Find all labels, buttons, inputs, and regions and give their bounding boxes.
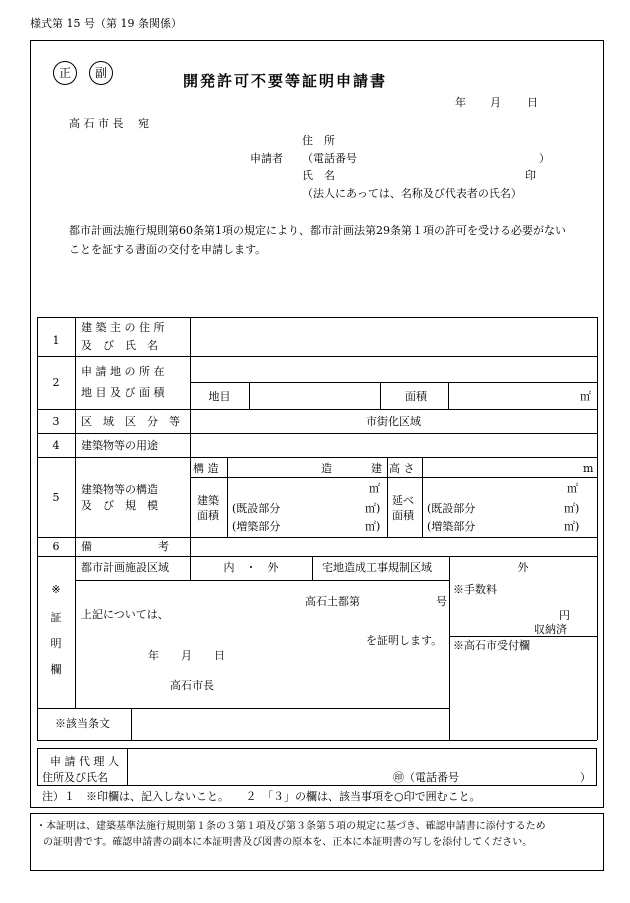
fee-paid: 収納済 (534, 623, 567, 636)
cert-mark: ※ (51, 583, 61, 596)
cert-mayor: 高石市長 (170, 679, 214, 692)
page-title: 開発許可不要等証明申請書 (183, 72, 388, 90)
ken-label: 建 (371, 462, 382, 475)
doc-number-label: 高石土都第 (305, 595, 360, 608)
applicant-phone-label: （電話番号 (302, 152, 357, 165)
menseki-unit: ㎡ (580, 390, 591, 403)
body-text-line1: 都市計画法施行規則第60条第1項の規定により、都市計画法第29条第１項の許可を受ける必要がない (69, 224, 566, 237)
nobe-zouchiku-unit: ㎡) (564, 520, 580, 533)
reception-label: ※高石市受付欄 (453, 639, 530, 652)
row2-label-line2: 地 目 及 び 面 積 (81, 386, 165, 399)
applicant-address-label: 住 所 (302, 134, 335, 147)
row6-number: 6 (52, 540, 60, 553)
kouzou-label: 構 造 (193, 462, 219, 475)
date-month: 月 (490, 96, 501, 109)
footer-line1: ・本証明は、建築基準法施行規則第１条の３第１項及び第３条第５項の規定に基づき、確認申請書に添付するため (36, 821, 546, 832)
applicant-seal: 印 (525, 169, 536, 182)
nobe-kisetsu-label: (既設部分 (427, 502, 476, 515)
kenchiku-menseki-line2: 面積 (197, 509, 219, 522)
applicant-name-label: 氏 名 (302, 169, 335, 182)
body-text-line2: ことを証する書面の交付を申請します。 (69, 243, 267, 256)
fee-yen: 円 (559, 609, 570, 622)
sei-mark: 正 (53, 61, 77, 85)
row4-number: 4 (52, 439, 60, 452)
row3-label: 区 域 区 分 等 (81, 415, 180, 428)
kenchiku-menseki-line1: 建築 (197, 494, 219, 507)
applicant-label: 申請者 (250, 152, 283, 165)
cert-intro: 上記については、 (81, 608, 169, 621)
form-number: 様式第 15 号（第 19 条関係） (30, 17, 182, 30)
menseki-label: 面積 (405, 390, 427, 403)
row1-label-line1: 建 築 主 の 住 所 (81, 321, 165, 334)
row5-label-line2: 及 び 規 模 (81, 499, 158, 512)
row3-value: 市街化区域 (366, 415, 421, 428)
kenchiku-kisetsu-unit: ㎡) (365, 502, 381, 515)
cert-date: 年 月 日 (148, 649, 225, 662)
cert-char-1: 証 (50, 611, 62, 624)
row2-label-line1: 申 請 地 の 所 在 (81, 365, 165, 378)
doc-number-go: 号 (436, 595, 447, 608)
agent-box (37, 748, 597, 786)
uchi-soto-choice: 内 ・ 外 (223, 561, 279, 574)
kenchiku-total-unit: ㎡ (369, 482, 380, 495)
agent-seal-phone: ㊞（電話番号 (393, 771, 459, 784)
addressee: 高 石 市 長 宛 (69, 117, 149, 130)
clause-label: ※該当条文 (55, 717, 110, 730)
fee-label: ※手数料 (453, 583, 497, 596)
applicant-phone-close: ） (539, 152, 550, 165)
footer-line2: の証明書です。確認申請書の副本に本証明書及び図書の原本を、正本に本証明書の写しを添付してください。 (43, 837, 533, 848)
applicant-corporate-note: （法人にあっては、名称及び代表者の氏名） (302, 187, 522, 200)
row6-label: 備 考 (81, 540, 169, 553)
date-day: 日 (527, 96, 538, 109)
takasa-label: 高 さ (389, 462, 415, 475)
row4-label: 建築物等の用途 (81, 439, 158, 452)
takuchi-value: 外 (517, 561, 529, 574)
nobe-kisetsu-unit: ㎡) (564, 502, 580, 515)
agent-label-line1: 申 請 代 理 人 (50, 755, 119, 768)
cert-char-3: 欄 (50, 663, 62, 676)
agent-label-line2: 住所及び氏名 (42, 771, 108, 784)
chimoku-label: 地目 (208, 390, 231, 403)
row3-number: 3 (52, 415, 60, 428)
kenchiku-zouchiku-unit: ㎡) (365, 520, 381, 533)
row5-label-line1: 建築物等の構造 (81, 483, 158, 496)
nobe-total-unit: ㎡ (567, 482, 578, 495)
takuchi-label: 宅地造成工事規制区域 (322, 561, 432, 574)
nobe-zouchiku-label: (増築部分 (427, 520, 476, 533)
row1-number: 1 (52, 334, 60, 347)
kenchiku-kisetsu-label: (既設部分 (232, 502, 281, 515)
agent-phone-close: ） (580, 771, 591, 784)
kenchiku-zouchiku-label: (増築部分 (232, 520, 281, 533)
fuku-mark: 副 (89, 61, 113, 85)
cert-char-2: 明 (50, 637, 62, 650)
cert-certify: を証明します。 (366, 634, 443, 647)
footnote: 注）１ ※印欄は、記入しないこと。 ２ 「３」の欄は、該当事項を○印で囲むこと。 (42, 790, 481, 803)
date-year: 年 (455, 96, 466, 109)
nobe-menseki-line1: 延べ (392, 494, 414, 507)
row2-number: 2 (52, 376, 60, 389)
toshi-keikaku-label: 都市計画施設区域 (81, 561, 169, 574)
zou-label: 造 (321, 462, 332, 475)
row5-number: 5 (52, 491, 60, 504)
row1-label-line2: 及 び 氏 名 (81, 339, 158, 352)
nobe-menseki-line2: 面積 (392, 509, 414, 522)
takasa-unit: m (583, 462, 594, 475)
